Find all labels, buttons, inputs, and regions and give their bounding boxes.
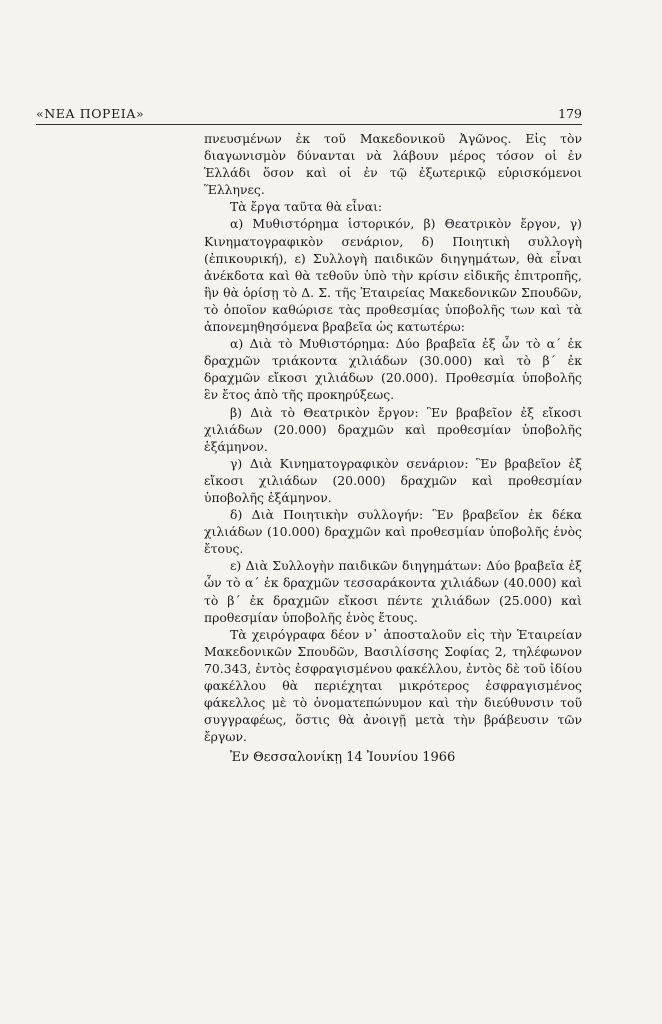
paragraph: α) Διὰ τὸ Μυθιστόρημα: Δύο βραβεῖα ἐξ ὧν τὸ α΄ ἐκ δραχμῶν τριάκοντα χιλιάδων (30.000) καὶ τὸ β΄ ἐκ δραχμῶν εἴκοσι χιλιάδων (20.000). Προθεσμία ὑποβολῆς ἓν ἔτος ἀπὸ τῆς προκηρύξεως. <box>204 336 582 403</box>
running-head: «ΝΕΑ ΠΟΡΕΙΑ» <box>36 106 145 121</box>
page-number: 179 <box>558 106 582 121</box>
article-body <box>204 130 582 766</box>
paragraph: Τὰ χειρόγραφα δέον ν᾽ ἀποσταλοῦν εἰς τὴν Ἑταιρείαν Μακεδονικῶν Σπουδῶν, Βασιλίσσης Σοφίας 2, τηλέφωνον 70.343, ἐντὸς ἐσφραγισμένου φακέλλου, ἐντὸς δὲ τοῦ ἰδίου φακέλλου θὰ περιέχηται μικρότερος ἐσφραγισμένος φάκελλος μὲ τὸ ὀνοματεπώνυμον καὶ τὴν διεύθυνσιν τοῦ συγγραφέως, ὅστις θὰ ἀνοιγῇ μετὰ τὴν βράβευσιν τῶν ἔργων. <box>204 626 582 745</box>
paragraph: δ) Διὰ Ποιητικὴν συλλογήν: Ἓν βραβεῖον ἐκ δέκα χιλιάδων (10.000) δραχμῶν καὶ προθεσμίαν ὑποβολῆς ἑνὸς ἔτους. <box>204 507 582 557</box>
paragraph: β) Διὰ τὸ Θεατρικὸν ἔργον: Ἓν βραβεῖον ἐξ εἴκοσι χιλιάδων (20.000) δραχμῶν καὶ προθεσμίαν ὑποβολῆς ἑξάμηνον. <box>204 404 582 454</box>
paragraph: ε) Διὰ Συλλογὴν παιδικῶν διηγημάτων: Δύο βραβεῖα ἐξ ὧν τὸ α΄ ἐκ δραχμῶν τεσσαράκοντα χιλιάδων (40.000) καὶ τὸ β΄ ἐκ δραχμῶν εἴκοσι πέντε χιλιάδων (25.000) καὶ προθεσμίαν ὑποβολῆς ἑνὸς ἔτους. <box>204 558 582 625</box>
dateline: Ἐν Θεσσαλονίκῃ 14 Ἰουνίου 1966 <box>230 750 456 766</box>
paragraph: α) Μυθιστόρημα ἱστορικόν, β) Θεατρικὸν ἔργον, γ) Κινηματογραφικὸν σενάριον, δ) Ποιητικὴ συλλογὴ (ἐπικουρική), ε) Συλλογὴ παιδικῶν διηγημάτων, θὰ εἶναι ἀνέκδοτα καὶ θὰ τεθοῦν ὑπὸ τὴν κρίσιν εἰδικῆς ἐπιτροπῆς, ἣν θὰ ὁρίσῃ τὸ Δ. Σ. τῆς Ἑταιρείας Μακεδονικῶν Σπουδῶν, τὸ ὁποῖον καθώρισε τὰς προθεσμίας ὑποβολῆς των καὶ τὰ ἀπονεμηθησόμενα βραβεῖα ὡς κατωτέρω: <box>204 216 582 335</box>
header-rule <box>36 124 582 125</box>
paragraph: Τὰ ἔργα ταῦτα θὰ εἶναι: <box>230 199 383 215</box>
page-header <box>36 106 582 124</box>
paragraph: πνευσμένων ἐκ τοῦ Μακεδονικοῦ Ἀγῶνος. Εἰς τὸν διαγωνισμὸν δύνανται νὰ λάβουν μέρος τόσον οἱ ἐν Ἑλλάδι ὅσον καὶ οἱ ἐν τῷ ἐξωτερικῷ εὑρισκόμενοι Ἕλληνες. <box>204 131 582 198</box>
paragraph: γ) Διὰ Κινηματογραφικὸν σενάριον: Ἓν βραβεῖον ἐξ εἴκοσι χιλιάδων (20.000) δραχμῶν καὶ προθεσμίαν ὑποβολῆς ἑξάμηνον. <box>204 455 582 505</box>
